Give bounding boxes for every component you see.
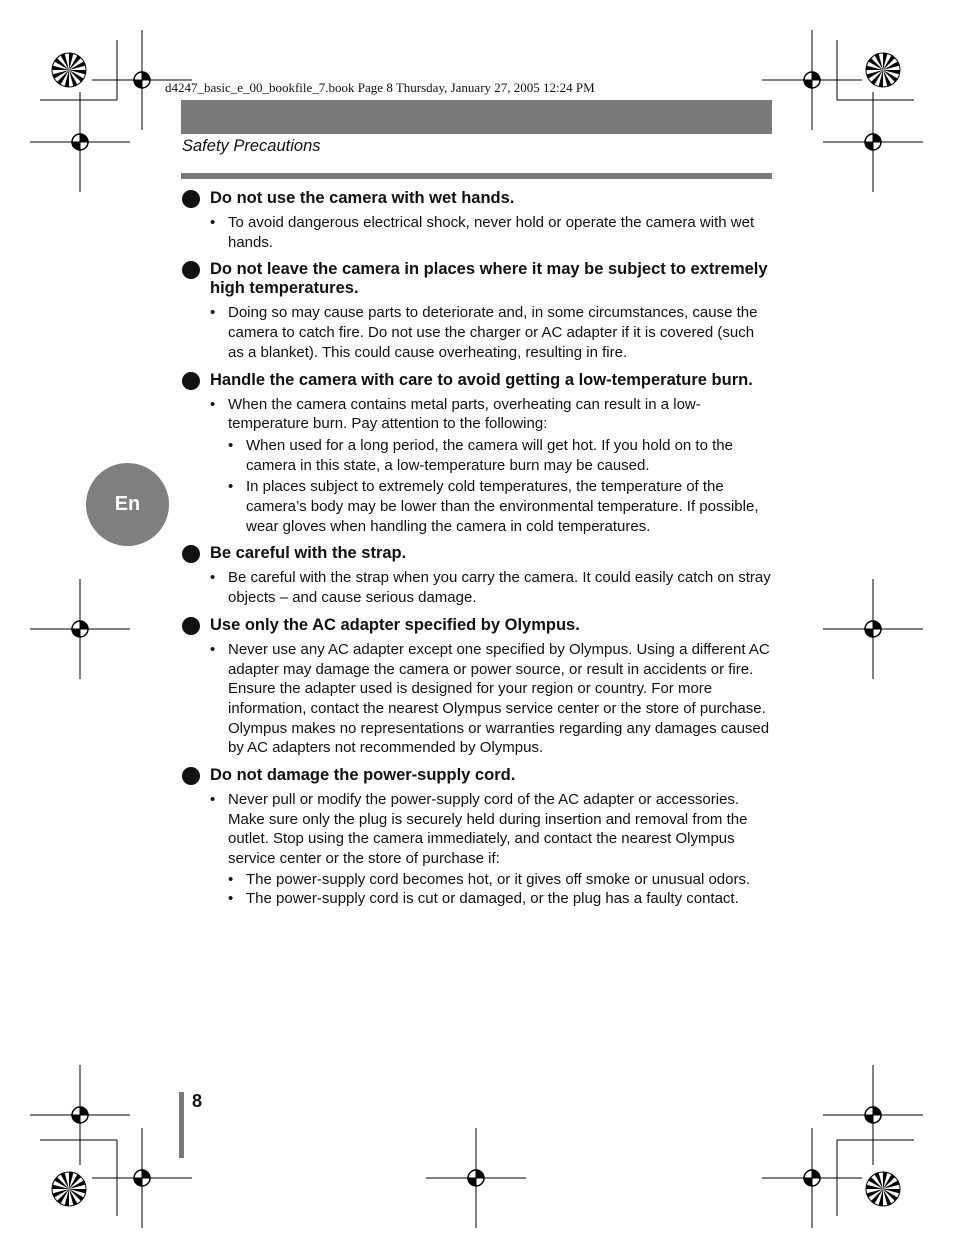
bullet-mark: • [210, 791, 216, 809]
precaution-bullet [181, 640, 773, 758]
precaution-heading [181, 766, 773, 785]
black-circle-bullet-icon [182, 190, 200, 208]
precaution-bullet-text: Never pull or modify the power-supply cord of the AC adapter or accessories. Make sure only the plug is securely held during insertion and removal from the outlet. Stop using the camera immediately, and contact the nearest Olympus service center or the store of purchase if: [228, 791, 748, 868]
precaution-heading-text: Use only the AC adapter specified by Olympus. [210, 615, 580, 634]
bullet-mark: • [228, 889, 234, 907]
bullet-mark: • [210, 304, 216, 322]
precaution-sub-bullet [181, 477, 773, 536]
precaution-heading-text: Do not use the camera with wet hands. [210, 189, 515, 207]
bullet-mark: • [210, 395, 216, 413]
precaution-heading-text: Do not damage the power-supply cord. [210, 766, 516, 785]
language-tab [86, 463, 169, 546]
precaution-sub-bullet [181, 871, 773, 888]
bullet-mark: • [228, 478, 234, 496]
bullet-mark: • [228, 870, 234, 888]
precaution-sub-bullet-text: The power-supply cord is cut or damaged, or the plug has a faulty contact. [246, 889, 739, 907]
header-rule [181, 173, 772, 179]
black-circle-bullet-icon [182, 617, 200, 635]
precaution-sub-bullet [181, 890, 773, 907]
precaution-wet-hands [181, 189, 773, 252]
bullet-mark: • [210, 569, 216, 587]
precaution-sub-bullet [181, 436, 773, 475]
precaution-bullet-text: Be careful with the strap when you carry the camera. It could easily catch on stray objects – and cause serious damage. [228, 569, 771, 607]
precaution-ac-adapter [181, 616, 773, 758]
precaution-heading-text: Handle the camera with care to avoid getting a low-temperature burn. [210, 370, 753, 389]
black-circle-bullet-icon [182, 545, 200, 563]
precaution-heading [181, 544, 773, 563]
precaution-bullet [181, 395, 773, 434]
precaution-bullet [181, 790, 773, 869]
bullet-mark: • [228, 436, 234, 454]
precaution-bullet-text: Doing so may cause parts to deteriorate and, in some circumstances, cause the camera to catch fire. Do not use the charger or AC adapter if it is covered (such as a blanket). This could cause overheating, resulting in fire. [228, 304, 758, 361]
page-number: 8 [192, 1091, 203, 1111]
book-file-info: d4247_basic_e_00_bookfile_7.book Page 8 Thursday, January 27, 2005 12:24 PM [165, 80, 595, 95]
precaution-heading [181, 616, 773, 635]
precaution-bullet [181, 213, 773, 252]
precaution-bullet-text: To avoid dangerous electrical shock, never hold or operate the camera with wet hands. [228, 214, 755, 251]
page-number-bar [179, 1092, 184, 1158]
precaution-strap [181, 544, 773, 607]
black-circle-bullet-icon [182, 767, 200, 785]
language-tab-label: En [114, 493, 141, 515]
section-title: Safety Precautions [182, 137, 321, 155]
precaution-sub-bullet-text: In places subject to extremely cold temperatures, the temperature of the camera’s body may be lower than the environmental temperature. If possible, wear gloves when handling the camera in cold temperatures. [246, 478, 759, 535]
precaution-heading-text: Do not leave the camera in places where it may be subject to extremely high temperatures. [210, 260, 768, 298]
precaution-bullet-text: Never use any AC adapter except one specified by Olympus. Using a different AC adapter may damage the camera or power source, or result in accidents or fire. Ensure the adapter used is designed for your region or country. For more information, contact the nearest Olympus service center or the store of purchase. Olympus makes no representations or warranties regarding any damages caused by AC adapters not recommended by Olympus. [228, 640, 770, 757]
precaution-heading [181, 189, 773, 208]
black-circle-bullet-icon [182, 261, 200, 279]
precaution-sub-bullet-text: When used for a long period, the camera will get hot. If you hold on to the camera in this state, a low-temperature burn may be caused. [246, 436, 733, 474]
precaution-power-supply-cord [181, 766, 773, 907]
precaution-low-temperature-burn [181, 371, 773, 537]
safety-precautions-list [181, 189, 773, 915]
header-bar [181, 100, 772, 134]
precaution-heading [181, 260, 773, 298]
precaution-heading-text: Be careful with the strap. [210, 544, 407, 563]
precaution-bullet [181, 303, 773, 362]
black-circle-bullet-icon [182, 372, 200, 390]
precaution-bullet [181, 568, 773, 607]
bullet-mark: • [210, 214, 216, 231]
precaution-high-temperatures [181, 260, 773, 362]
precaution-sub-bullet-text: The power-supply cord becomes hot, or it gives off smoke or unusual odors. [246, 870, 751, 888]
precaution-heading [181, 371, 773, 390]
bullet-mark: • [210, 640, 216, 658]
precaution-bullet-text: When the camera contains metal parts, overheating can result in a low-temperature burn. Pay attention to the following: [228, 395, 701, 433]
